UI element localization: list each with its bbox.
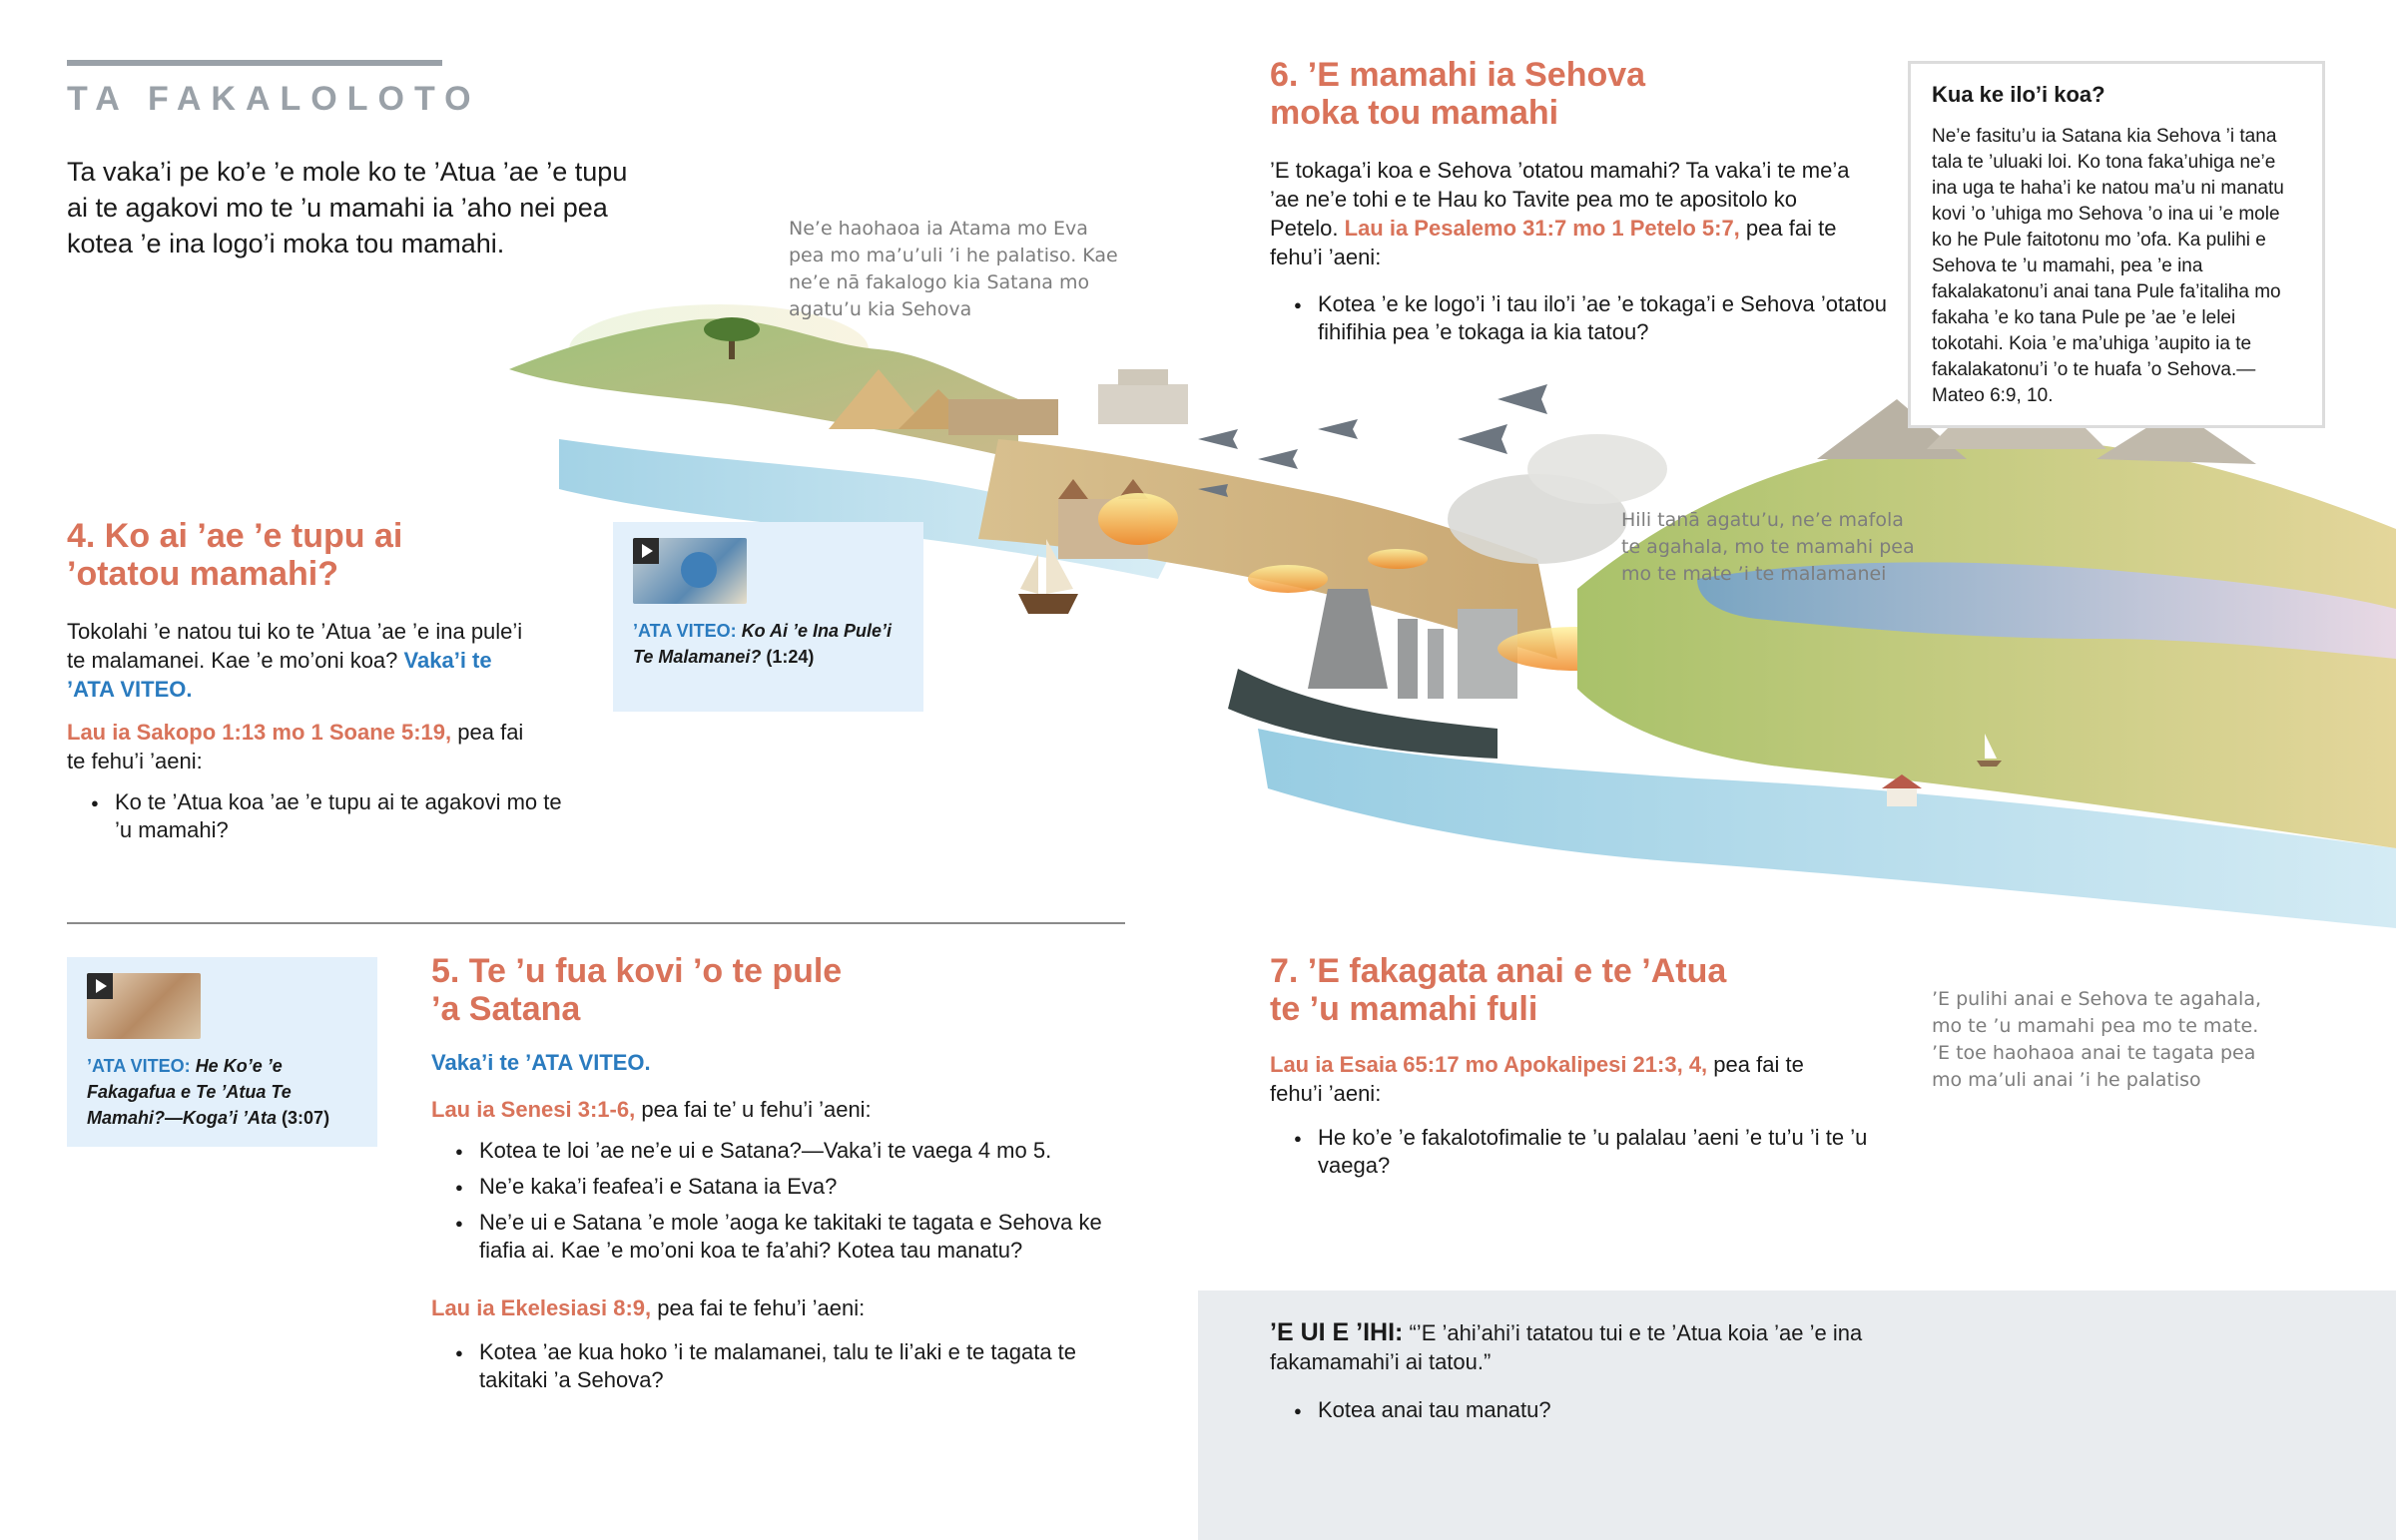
video-title: He Ko’e ’e Fakagafua e Te ’Atua Te Mamahi?—Koga’i ’Ata	[87, 1056, 292, 1128]
section-4-scripture-link[interactable]: Lau ia Sakopo 1:13 mo 1 Soane 5:19,	[67, 720, 452, 745]
caption-war: Hili tanā agatu’u, ne’e mafola te agahala, mo te mamahi pea mo te mate ’i te malamanei	[1621, 509, 1915, 585]
section-5-heading: 5. Te ’u fua kovi ’o te pule ’a Satana	[431, 952, 843, 1028]
section-4-body	[67, 617, 536, 704]
section-6-scripture-link[interactable]: Lau ia Pesalemo 31:7 mo 1 Petelo 5:7,	[1344, 216, 1740, 241]
section-6-body	[1270, 156, 1859, 271]
section-7-questions	[1270, 1124, 1887, 1188]
video-thumbnail[interactable]	[633, 538, 747, 604]
section-6-questions	[1270, 290, 1887, 354]
section-5-questions-1	[431, 1137, 1143, 1273]
did-you-know-box	[1908, 61, 2325, 428]
section-5-ref-suffix-1: pea fai te’ u fehu’i ’aeni:	[641, 1097, 872, 1122]
section-6-heading: 6. ’E mamahi ia Sehova moka tou mamahi	[1270, 56, 1646, 132]
section-4-ref-suffix: pea fai te fehu’i ’aeni:	[67, 720, 524, 773]
header-rule	[67, 60, 442, 66]
some-say-questions	[1270, 1396, 1917, 1432]
some-say-quote	[1270, 1318, 1909, 1376]
video-thumbnail[interactable]	[87, 973, 201, 1039]
some-say-box	[1198, 1290, 2396, 1540]
section-5-video-link[interactable]: Vaka’i te ’ATA VITEO.	[431, 1050, 651, 1075]
question-item: ● He ko’e ’e fakalotofimalie te ’u palalau ’aeni ’e tu’u ’i te ’u vaega?	[1318, 1124, 1887, 1180]
section-5-questions-2	[431, 1338, 1143, 1402]
play-icon[interactable]	[87, 973, 113, 999]
section-7-heading: 7. ’E fakagata anai e te ’Atua te ’u mamahi fuli	[1270, 952, 1727, 1028]
question-item: ● Ne’e kaka’i feafea’i e Satana ia Eva?	[479, 1173, 1143, 1201]
question-item: ● Kotea ’e ke logo’i ’i tau ilo’i ’ae ’e tokaga’i e Sehova ’otatou fihifihia pea ’e tokaga ia kia tatou?	[1318, 290, 1887, 346]
sidebar-body: Ne’e fasitu’u ia Satana kia Sehova ’i tana tala te ’uluaki loi. Ko tona faka’uhiga ne’e ina uga te haha’i ke natou ma’u ni manatu kovi ’o ’uhiga mo Sehova ’o ina ui ’e mole ko he Pule faitotonu mo ’ofa. Ka pulihi e Sehova te ’u mamahi, pea ’e ina fakalakatonu’i anai tana Pule fa’italiha mo fakaha ’e ko tana Pule pe ’ae ’e lelei tokotahi. Koia ’e ma’uhiga ’aupito ia te fakalakatonu’i ’o te huafa ’o Sehova.—Mateo 6:9, 10.	[1932, 126, 2284, 406]
section-4-video-link[interactable]: Vaka’i te ’ATA VITEO.	[67, 648, 492, 702]
video-label	[87, 1053, 361, 1131]
caption-adam-eve: Ne’e haohaoa ia Atama mo Eva pea mo ma’u’uli ’i he palatiso. Kae ne’e nā fakalogo kia Satana mo agatu’u kia Sehova	[789, 218, 1118, 320]
section-6-ref-suffix: pea fai te fehu’i ’aeni:	[1270, 216, 1837, 269]
video-prefix: ’ATA VITEO:	[633, 621, 737, 641]
section-4-questions	[67, 788, 584, 852]
question-item: ● Ko te ’Atua koa ’ae ’e tupu ai te agakovi mo te ’u mamahi?	[115, 788, 584, 844]
section-5-scripture-link-1[interactable]: Lau ia Senesi 3:1-6,	[431, 1097, 636, 1122]
section-7-reference	[1270, 1050, 1849, 1108]
play-icon[interactable]	[633, 538, 659, 564]
video-prefix: ’ATA VITEO:	[87, 1056, 191, 1076]
video-duration: (3:07)	[282, 1108, 330, 1128]
section-5-reference-1	[431, 1095, 1110, 1124]
video-card-who-rules[interactable]	[613, 522, 923, 712]
question-item: ● Kotea ’ae kua hoko ’i te malamanei, talu te li’aki e te tagata te takitaki ’a Sehova?	[479, 1338, 1143, 1394]
question-item: ● Kotea anai tau manatu?	[1318, 1396, 1917, 1424]
some-say-text: “’E ’ahi’ahi’i tatatou tui e te ’Atua koia ’ae ’e ina fakamamahi’i ai tatou.”	[1270, 1320, 1863, 1374]
section-5-scripture-link-2[interactable]: Lau ia Ekelesiasi 8:9,	[431, 1295, 652, 1320]
some-say-label: ’E UI E ’IHI:	[1270, 1318, 1404, 1346]
section-7-scripture-link[interactable]: Lau ia Esaia 65:17 mo Apokalipesi 21:3, 4,	[1270, 1052, 1708, 1077]
section-4-heading: 4. Ko ai ’ae ’e tupu ai ’otatou mamahi?	[67, 517, 403, 593]
intro-text: Ta vaka’i pe ko’e ’e mole ko te ’Atua ’ae ’e tupu ai te agakovi mo te ’u mamahi ia ’aho nei pea kotea ’e ina logo’i moka tou mamahi.	[67, 157, 628, 258]
question-item: ● Kotea te loi ’ae ne’e ui e Satana?—Vaka’i te vaega 4 mo 5.	[479, 1137, 1143, 1165]
section-7-ref-suffix: pea fai te fehu’i ’aeni:	[1270, 1052, 1804, 1106]
section-5-ref-suffix-2: pea fai te fehu’i ’aeni:	[657, 1295, 866, 1320]
section-4-reference	[67, 718, 546, 775]
caption-paradise: ’E pulihi anai e Sehova te agahala, mo te ’u mamahi pea mo te mate. ’E toe haohaoa anai te tagata pea mo ma’uli anai ’i he palatiso	[1932, 988, 2261, 1091]
section-label: TA FAKALOLOTO	[67, 80, 481, 118]
video-title: Ko Ai ’e Ina Pule’i Te Malamanei?	[633, 621, 893, 667]
sidebar-title: Kua ke ilo’i koa?	[1932, 82, 2105, 107]
question-item: ● Ne’e ui e Satana ’e mole ’aoga ke takitaki te tagata e Sehova ke fiafia ai. Kae ’e mo’oni koa te fa’ahi? Kotea tau manatu?	[479, 1209, 1143, 1265]
section-divider	[67, 922, 1125, 924]
section-4-body-text: Tokolahi ’e natou tui ko te ’Atua ’ae ’e ina pule’i te malamanei. Kae ’e mo’oni koa?	[67, 619, 523, 673]
section-5-reference-2	[431, 1293, 1110, 1322]
video-card-why-suffering[interactable]	[67, 957, 377, 1147]
section-6-body-text: ’E tokaga’i koa e Sehova ’otatou mamahi? Ta vaka’i te me’a ’ae ne’e tohi e te Hau ko Tavite pea mo te apositolo ko Petelo.	[1270, 158, 1850, 241]
video-duration: (1:24)	[766, 647, 815, 667]
video-label	[633, 618, 912, 670]
